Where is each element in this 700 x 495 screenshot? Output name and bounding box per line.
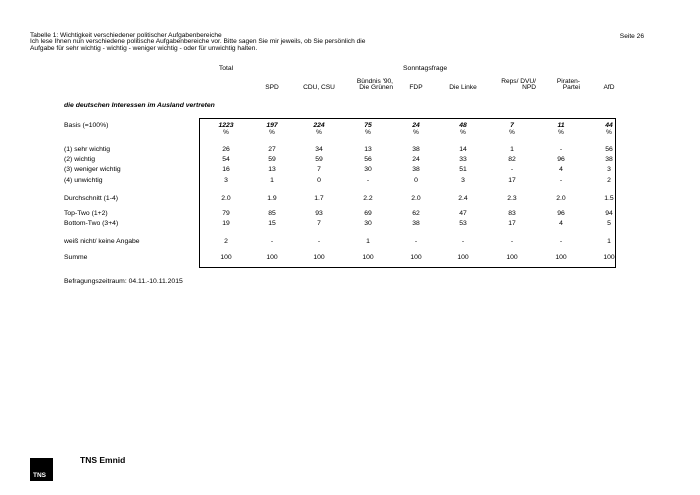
table-cell: 3 xyxy=(461,177,465,184)
basis-unit: % xyxy=(413,129,419,136)
column-header-piraten: Piraten- Partei xyxy=(556,77,580,92)
table-cell: 1.5 xyxy=(604,195,614,202)
table-cell: - xyxy=(510,166,514,173)
table-cell: 38 xyxy=(412,146,420,153)
basis-value: 24 xyxy=(412,122,420,129)
row-label: weiß nicht/ keine Angabe xyxy=(64,238,140,245)
table-cell: 26 xyxy=(222,146,230,153)
table-cell: 100 xyxy=(362,254,374,261)
table-cell: 3 xyxy=(607,166,611,173)
table-cell: 59 xyxy=(268,156,276,163)
table-cell: 2 xyxy=(607,177,611,184)
table-cell: 79 xyxy=(222,210,230,217)
table-cell: 54 xyxy=(222,156,230,163)
table-cell: - xyxy=(366,177,370,184)
table-cell: 3 xyxy=(224,177,228,184)
table-cell: 30 xyxy=(364,220,372,227)
table-cell: 17 xyxy=(508,177,516,184)
table-cell: 14 xyxy=(459,146,467,153)
table-cell: 47 xyxy=(459,210,467,217)
table-cell: 56 xyxy=(605,146,613,153)
table-cell: 1.9 xyxy=(267,195,277,202)
table-cell: 0 xyxy=(317,177,321,184)
table-cell: 1 xyxy=(270,177,274,184)
table-cell: 82 xyxy=(508,156,516,163)
table-cell: 83 xyxy=(508,210,516,217)
table-cell: 38 xyxy=(412,220,420,227)
table-cell: 19 xyxy=(222,220,230,227)
table-cell: - xyxy=(559,238,563,245)
table-cell: 1 xyxy=(607,238,611,245)
column-header-linke: Die Linke xyxy=(449,84,477,92)
basis-value: 224 xyxy=(313,122,325,129)
table-cell: - xyxy=(559,146,563,153)
column-header-gruene: Bündnis '90, Die Grünen xyxy=(356,77,393,92)
table-cell: - xyxy=(559,177,563,184)
table-cell: 27 xyxy=(268,146,276,153)
table-cell: 7 xyxy=(317,166,321,173)
table-cell: - xyxy=(270,238,274,245)
question-text-line-2: Aufgabe für sehr wichtig - wichtig - weniger wichtig - oder für unwichtig halten. xyxy=(30,44,258,52)
table-cell: 0 xyxy=(414,177,418,184)
table-cell: - xyxy=(414,238,418,245)
basis-value: 1223 xyxy=(218,122,234,129)
table-cell: 2.0 xyxy=(221,195,231,202)
column-header-spd: SPD xyxy=(265,84,279,92)
table-cell: 13 xyxy=(364,146,372,153)
table-cell: 34 xyxy=(315,146,323,153)
basis-unit: % xyxy=(460,129,466,136)
column-header-afd: AfD xyxy=(603,84,615,92)
section-title: die deutschen Interessen im Ausland vertreten xyxy=(64,102,215,109)
table-cell: 51 xyxy=(459,166,467,173)
header-total: Total xyxy=(218,65,234,72)
tns-logo-text: TNS xyxy=(33,472,46,479)
table-cell: 2.4 xyxy=(458,195,468,202)
basis-value: 7 xyxy=(510,122,514,129)
table-cell: 2.2 xyxy=(363,195,373,202)
table-cell: 59 xyxy=(315,156,323,163)
table-cell: 100 xyxy=(410,254,422,261)
table-cell: 2.0 xyxy=(411,195,421,202)
basis-unit: % xyxy=(316,129,322,136)
survey-period: Befragungszeitraum: 04.11.-10.11.2015 xyxy=(64,278,183,285)
row-label: (1) sehr wichtig xyxy=(64,146,111,153)
table-cell: 96 xyxy=(557,156,565,163)
table-cell: 100 xyxy=(313,254,325,261)
column-header-fdp: FDP xyxy=(409,84,423,92)
table-cell: 100 xyxy=(266,254,278,261)
row-label: Top-Two (1+2) xyxy=(64,210,108,217)
table-intro xyxy=(30,33,410,52)
row-label: (2) wichtig xyxy=(64,156,95,163)
table-cell: 17 xyxy=(508,220,516,227)
basis-unit: % xyxy=(509,129,515,136)
table-cell: - xyxy=(461,238,465,245)
table-cell: 38 xyxy=(605,156,613,163)
table-cell: 1 xyxy=(510,146,514,153)
row-label: (4) unwichtig xyxy=(64,177,103,184)
column-header-cdu-csu: CDU, CSU xyxy=(303,84,335,92)
table-cell: 7 xyxy=(317,220,321,227)
header-sonntagsfrage: Sonntagsfrage xyxy=(403,65,448,72)
page-number: Seite 26 xyxy=(619,33,644,40)
table-cell: 85 xyxy=(268,210,276,217)
table-cell: 38 xyxy=(412,166,420,173)
table-cell: 100 xyxy=(603,254,615,261)
brand-name: TNS Emnid xyxy=(80,455,126,465)
table-cell: 16 xyxy=(222,166,230,173)
basis-unit: % xyxy=(269,129,275,136)
basis-unit: % xyxy=(365,129,371,136)
table-cell: 30 xyxy=(364,166,372,173)
table-cell: 69 xyxy=(364,210,372,217)
table-cell: - xyxy=(317,238,321,245)
table-cell: 1 xyxy=(366,238,370,245)
table-cell: 94 xyxy=(605,210,613,217)
table-cell: 4 xyxy=(559,166,563,173)
basis-value: 197 xyxy=(266,122,278,129)
basis-unit: % xyxy=(606,129,612,136)
table-cell: 2.0 xyxy=(556,195,566,202)
row-label-basis: Basis (=100%) xyxy=(64,122,109,129)
table-cell: 33 xyxy=(459,156,467,163)
table-cell: 100 xyxy=(506,254,518,261)
table-cell: 5 xyxy=(607,220,611,227)
row-label: (3) weniger wichtig xyxy=(64,166,121,173)
basis-value: 48 xyxy=(459,122,467,129)
table-cell: 96 xyxy=(557,210,565,217)
table-cell: 100 xyxy=(220,254,232,261)
table-cell: 93 xyxy=(315,210,323,217)
basis-unit: % xyxy=(558,129,564,136)
table-cell: 2.3 xyxy=(507,195,517,202)
table-cell: 62 xyxy=(412,210,420,217)
table-cell: 4 xyxy=(559,220,563,227)
table-cell: - xyxy=(510,238,514,245)
table-cell: 24 xyxy=(412,156,420,163)
basis-unit: % xyxy=(223,129,229,136)
row-label: Bottom-Two (3+4) xyxy=(64,220,119,227)
basis-value: 44 xyxy=(605,122,613,129)
column-header-reps: Reps/ DVU/ NPD xyxy=(501,77,536,92)
data-table-frame xyxy=(199,118,616,268)
table-cell: 100 xyxy=(555,254,567,261)
row-label: Summe xyxy=(64,254,88,261)
table-caption: Tabelle 1: Wichtigkeit verschiedener politischer Aufgabenbereiche xyxy=(30,32,222,39)
row-label: Durchschnitt (1-4) xyxy=(64,195,119,202)
table-cell: 1.7 xyxy=(314,195,324,202)
table-cell: 15 xyxy=(268,220,276,227)
table-cell: 53 xyxy=(459,220,467,227)
table-cell: 100 xyxy=(457,254,469,261)
question-text-line-1: Ich lese Ihnen nun verschiedene politische Aufgabenbereiche vor. Bitte sagen Sie mir jeweils, ob Sie persönlich die xyxy=(30,38,366,46)
basis-value: 75 xyxy=(364,122,372,129)
table-cell: 13 xyxy=(268,166,276,173)
table-cell: 56 xyxy=(364,156,372,163)
table-cell: 2 xyxy=(224,238,228,245)
basis-value: 11 xyxy=(557,122,565,129)
